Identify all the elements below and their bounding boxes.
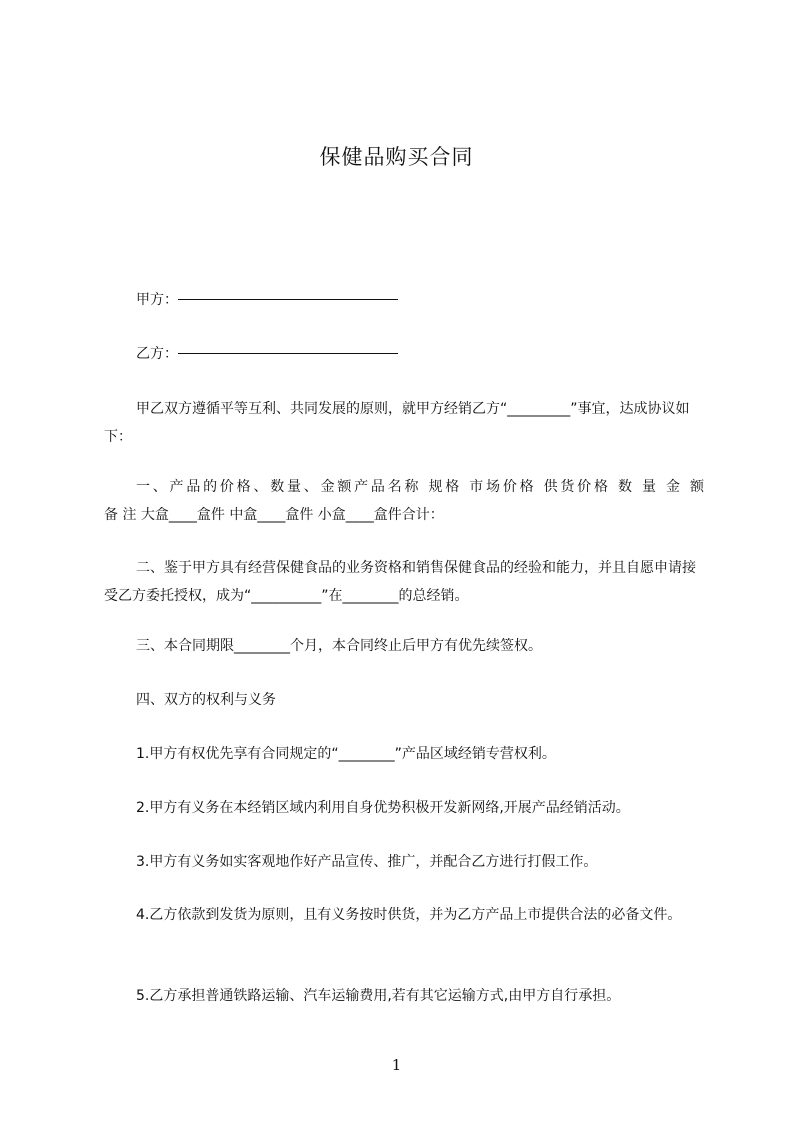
obligation-item-3: 3.甲方有义务如实客观地作好产品宣传、推广，并配合乙方进行打假工作。 — [136, 854, 598, 870]
party-a-line — [104, 286, 704, 314]
clause-1-line-2: 备 注 大盒____盒件 中盒____盒件 小盒____盒件合计： — [104, 507, 444, 523]
clause-2-paragraph: 二、鉴于甲方具有经营保健食品的业务资格和销售保健食品的经验和能力，并且自愿申请接受乙方委托授权，成为“__________”在________的总经销。 — [104, 560, 696, 604]
intro-paragraph: 甲乙双方遵循平等互利、共同发展的原则，就甲方经销乙方“_________”事宜，达成协议如下： — [104, 401, 690, 445]
party-a-label: 甲方： — [136, 292, 178, 308]
clause-4-heading: 四、双方的权利与义务 — [136, 692, 276, 708]
obligation-item-4: 4.乙方依款到发货为原则，且有义务按时供货，并为乙方产品上市提供合法的必备文件。 — [136, 907, 682, 923]
party-b-line — [104, 340, 704, 368]
clause-3-paragraph: 三、本合同期限________个月，本合同终止后甲方有优先续签权。 — [136, 638, 542, 654]
document-title: 保健品购买合同 — [319, 145, 474, 169]
party-b-label: 乙方： — [136, 346, 178, 362]
party-b-blank — [178, 352, 398, 354]
party-a-blank — [178, 298, 398, 300]
clause-1-line-1: 一、产品的价格、数量、金额产品名称 规格 市场价格 供货价格 数 量 金 额 — [136, 479, 704, 495]
obligation-item-5: 5.乙方承担普通铁路运输、汽车运输费用,若有其它运输方式,由甲方自行承担。 — [136, 988, 621, 1004]
obligation-item-1: 1.甲方有权优先享有合同规定的“________”产品区域经销专营权利。 — [136, 746, 556, 762]
page-number: 1 — [391, 1056, 402, 1074]
obligation-item-2: 2.甲方有义务在本经销区域内利用自身优势积极开发新网络,开展产品经销活动。 — [136, 800, 630, 816]
